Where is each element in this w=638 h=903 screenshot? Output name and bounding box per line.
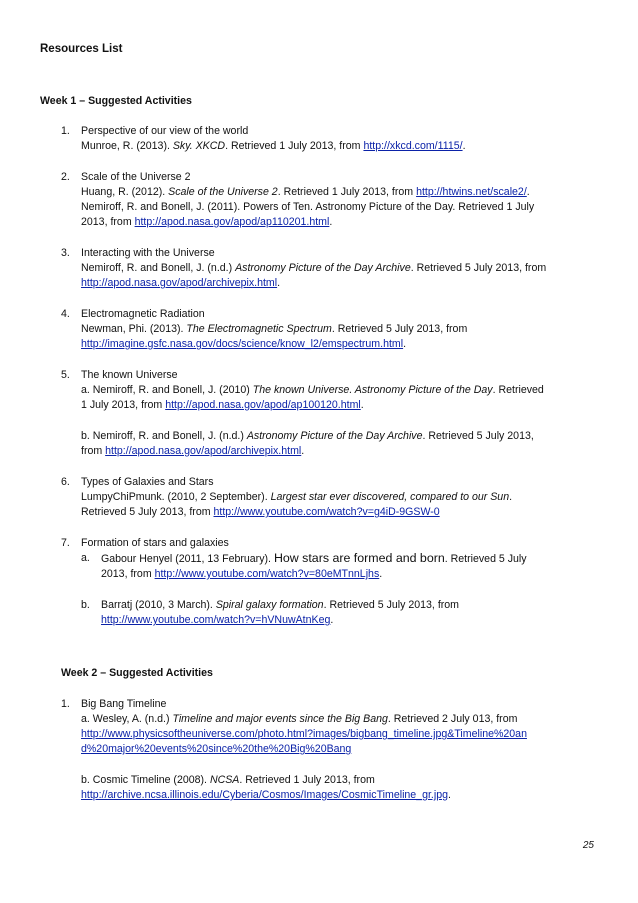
citation-line: 2013, from http://www.youtube.com/watch?v=80eMTnnLjhs. bbox=[101, 568, 383, 580]
citation-line bbox=[81, 742, 351, 756]
sub-item-letter: a. bbox=[81, 552, 90, 564]
item-number: 4. bbox=[61, 308, 70, 320]
item-title: Electromagnetic Radiation bbox=[81, 308, 205, 320]
item-title: Big Bang Timeline bbox=[81, 698, 167, 710]
citation-line: Newman, Phi. (2013). The Electromagnetic Spectrum. Retrieved 5 July 2013, from bbox=[81, 323, 468, 335]
item-title: Scale of the Universe 2 bbox=[81, 171, 191, 183]
item-number: 1. bbox=[61, 125, 70, 137]
citation-line: 2013, from http://apod.nasa.gov/apod/ap110201.html. bbox=[81, 216, 333, 228]
citation-line: http://archive.ncsa.illinois.edu/Cyberia/Cosmos/Images/CosmicTimeline_gr.jpg. bbox=[81, 789, 451, 801]
citation-line: Gabour Henyel (2011, 13 February). How stars are formed and born. Retrieved 5 July bbox=[101, 551, 527, 565]
citation-link[interactable]: http://www.youtube.com/watch?v=g4iD-9GSW-0 bbox=[213, 506, 440, 518]
page-title: Resources List bbox=[40, 43, 123, 55]
citation-line: Barratj (2010, 3 March). Spiral galaxy formation. Retrieved 5 July 2013, from bbox=[101, 599, 460, 611]
citation-link[interactable]: http://archive.ncsa.illinois.edu/Cyberia/Cosmos/Images/CosmicTimeline_gr.jpg bbox=[81, 789, 449, 801]
citation-link[interactable]: http://xkcd.com/1115/ bbox=[363, 140, 463, 152]
item-title: Types of Galaxies and Stars bbox=[81, 476, 214, 488]
citation-line: Retrieved 5 July 2013, from http://www.youtube.com/watch?v=g4iD-9GSW-0 bbox=[81, 506, 440, 518]
citation-line: http://www.youtube.com/watch?v=hVNuwAtnKeg. bbox=[101, 614, 334, 626]
citation-link[interactable]: http://apod.nasa.gov/apod/ap110201.html bbox=[134, 216, 330, 228]
item-number: 3. bbox=[61, 247, 70, 259]
page-number: 25 bbox=[582, 840, 594, 851]
citation-line: http://imagine.gsfc.nasa.gov/docs/science/know_l2/emspectrum.html. bbox=[81, 338, 407, 350]
citation-link[interactable]: d%20major%20events%20since%20the%20Big%20Bang bbox=[81, 743, 352, 755]
citation-link[interactable]: http://apod.nasa.gov/apod/ap100120.html bbox=[165, 399, 361, 411]
citation-link[interactable]: http://apod.nasa.gov/apod/archivepix.html bbox=[105, 445, 302, 457]
citation-link[interactable]: http://htwins.net/scale2/ bbox=[416, 186, 527, 198]
item-number: 7. bbox=[61, 537, 70, 549]
item-title: The known Universe bbox=[81, 369, 178, 381]
citation-line: from http://apod.nasa.gov/apod/archivepix.html. bbox=[81, 445, 305, 457]
item-title: Perspective of our view of the world bbox=[81, 125, 249, 137]
citation-line: b. Cosmic Timeline (2008). NCSA. Retrieved 1 July 2013, from bbox=[81, 774, 375, 786]
citation-link[interactable]: http://www.youtube.com/watch?v=hVNuwAtnKeg bbox=[101, 614, 331, 626]
citation-line: a. Nemiroff, R. and Bonell, J. (2010) The known Universe. Astronomy Picture of the Day. Retrieved bbox=[81, 384, 544, 396]
citation-link[interactable]: http://apod.nasa.gov/apod/archivepix.html bbox=[81, 277, 278, 289]
item-number: 1. bbox=[61, 698, 70, 710]
citation-line: Nemiroff, R. and Bonell, J. (2011). Powers of Ten. Astronomy Picture of the Day. Retrieved 1 July bbox=[81, 201, 535, 213]
citation-line bbox=[81, 727, 527, 741]
citation-line: LumpyChiPmunk. (2010, 2 September). Largest star ever discovered, compared to our Sun. bbox=[81, 491, 513, 503]
citation-link[interactable]: http://imagine.gsfc.nasa.gov/docs/science/know_l2/emspectrum.html bbox=[81, 338, 404, 350]
citation-link[interactable]: http://www.youtube.com/watch?v=80eMTnnLjhs bbox=[154, 568, 380, 580]
citation-line: b. Nemiroff, R. and Bonell, J. (n.d.) Astronomy Picture of the Day Archive. Retrieved 5 July 2013, bbox=[81, 430, 534, 442]
citation-line: http://apod.nasa.gov/apod/archivepix.html. bbox=[81, 277, 281, 289]
item-number: 6. bbox=[61, 476, 70, 488]
citation-link[interactable]: http://www.physicsoftheuniverse.com/photo.html?images/bigbang_timeline.jpg&Timeline%20an bbox=[81, 728, 527, 740]
item-title: Interacting with the Universe bbox=[81, 247, 215, 259]
sub-item-letter: b. bbox=[81, 599, 90, 611]
citation-line: Nemiroff, R. and Bonell, J. (n.d.) Astronomy Picture of the Day Archive. Retrieved 5 July 2013, from bbox=[81, 262, 547, 274]
item-title: Formation of stars and galaxies bbox=[81, 537, 229, 549]
week1-heading: Week 1 – Suggested Activities bbox=[40, 95, 192, 107]
citation-line: Munroe, R. (2013). Sky. XKCD. Retrieved 1 July 2013, from http://xkcd.com/1115/. bbox=[81, 140, 466, 152]
item-number: 2. bbox=[61, 171, 70, 183]
citation-line: Huang, R. (2012). Scale of the Universe 2. Retrieved 1 July 2013, from http://htwins.net/scale2/. bbox=[81, 186, 530, 198]
item-number: 5. bbox=[61, 369, 70, 381]
citation-line: a. Wesley, A. (n.d.) Timeline and major events since the Big Bang. Retrieved 2 July 013, from bbox=[81, 713, 518, 725]
week2-heading: Week 2 – Suggested Activities bbox=[61, 667, 213, 679]
citation-line: 1 July 2013, from http://apod.nasa.gov/apod/ap100120.html. bbox=[81, 399, 364, 411]
